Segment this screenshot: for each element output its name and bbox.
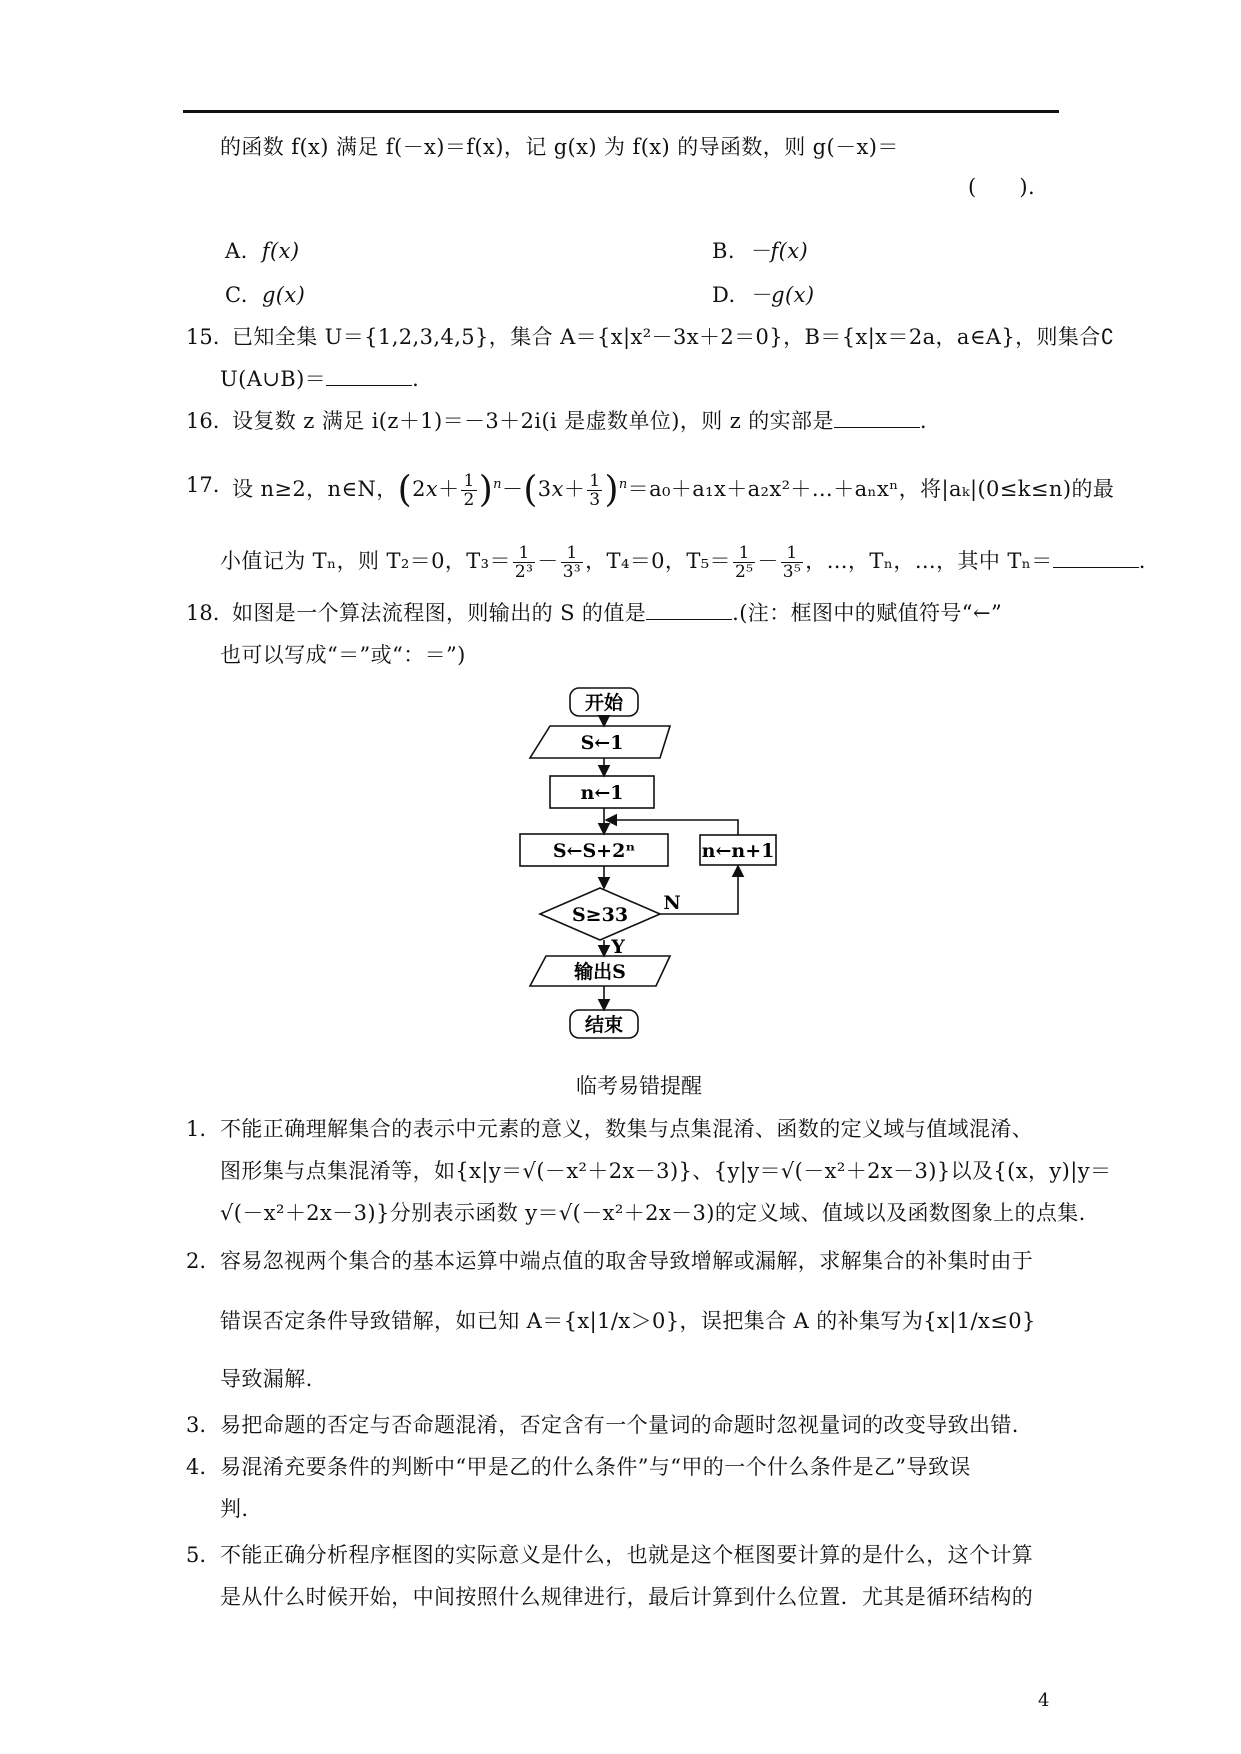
flow-s-update-label: S←S+2ⁿ [552,840,636,862]
reminder-1-line3: √(－x²＋2x－3)}分别表示函数 y＝√(－x²＋2x－3)的定义域、值域以及函数图象上的点集. [220,1201,1086,1225]
reminder-5-line1: 不能正确分析程序框图的实际意义是什么，也就是这个框图要计算的是什么，这个计算 [220,1543,1034,1567]
flow-s-init-label: S←1 [580,732,624,754]
flow-no-label: N [663,892,681,914]
q16-text: 设复数 z 满足 i(z＋1)＝－3＋2i(i 是虚数单位)，则 z 的实部是 . [232,409,927,433]
section-caption: 临考易错提醒 [576,1074,702,1098]
reminder-1-number: 1. [186,1117,207,1141]
q18-number: 18. [186,601,220,625]
q17-number: 17. [186,473,220,497]
page-number: 4 [1038,1690,1050,1711]
q18-line1: 如图是一个算法流程图，则输出的 S 的值是 .(注：框图中的赋值符号“←” [232,601,1003,625]
flow-condition-label: S≥33 [571,904,629,926]
q14-option-a: A. f(x) [225,239,300,263]
q15-line1: 已知全集 U＝{1,2,3,4,5}，集合 A＝{x|x²－3x＋2＝0}，B＝{x|x＝2a，a∈A}，则集合∁ [232,325,1115,349]
flow-output-label: 输出S [574,961,626,983]
answer-blank [646,599,732,620]
reminder-4-line2: 判. [220,1497,249,1521]
reminder-3-line1: 易把命题的否定与否命题混淆，否定含有一个量词的命题时忽视量词的改变导致出错. [220,1413,1019,1437]
reminder-1-line1: 不能正确理解集合的表示中元素的意义，数集与点集混淆、函数的定义域与值域混淆、 [220,1117,1034,1141]
reminder-4-line1: 易混淆充要条件的判断中“甲是乙的什么条件”与“甲的一个什么条件是乙”导致误 [220,1455,971,1479]
reminder-5-line2: 是从什么时候开始，中间按照什么规律进行，最后计算到什么位置．尤其是循环结构的 [220,1585,1034,1609]
q14-text: 的函数 f(x) 满足 f(－x)＝f(x)，记 g(x) 为 f(x) 的导函数，则 g(－x)＝ [220,135,899,159]
flow-end-label: 结束 [584,1014,624,1036]
answer-blank [834,407,920,428]
q16-number: 16. [186,409,220,433]
flow-n-update-label: n←n+1 [701,840,775,862]
q15-line2: U(A∪B)＝ . [220,367,420,391]
header-rule [183,110,1059,113]
flow-start-label: 开始 [584,692,624,714]
answer-blank [326,365,412,386]
reminder-1-line2: 图形集与点集混淆等，如{x|y＝√(－x²＋2x－3)}、{y|y＝√(－x²＋2x－3)}以及{(x，y)|y＝ [220,1159,1112,1183]
answer-blank [1053,547,1139,568]
q14-option-d: D. －g(x) [712,283,815,307]
q18-line2: 也可以写成“＝”或“：＝”) [220,643,466,667]
reminder-4-number: 4. [186,1455,207,1479]
flow-yes-label: Y [611,936,625,958]
q14-option-b: B. －f(x) [712,239,809,263]
q14-option-c: C. g(x) [225,283,306,307]
reminder-3-number: 3. [186,1413,207,1437]
flowchart [510,686,810,1048]
flow-n-init-label: n←1 [580,782,624,804]
reminder-5-number: 5. [186,1543,207,1567]
q15-number: 15. [186,325,220,349]
reminder-2-number: 2. [186,1249,207,1273]
q14-bracket: ( ). [968,175,1036,199]
reminder-2-line3: 导致漏解. [220,1367,313,1391]
reminder-2-line1: 容易忽视两个集合的基本运算中端点值的取舍导致增解或漏解，求解集合的补集时由于 [220,1249,1034,1273]
q17-line1: 设 n≥2，n∈N，(2x＋ $\frac{1}{2}$ )$^n$－(3x＋ $\frac{1}{3}$ )$^n$＝a₀＋a₁x＋a₂x²＋…＋aₙxⁿ，将|aₖ|(0≤k≤n)的最 [232,469,1115,511]
q17-line2: 小值记为 Tₙ，则 T₂＝0，T₃＝ $\frac{1}{\text{2³}}$ － $\frac{1}{\text{3³}}$ ，T₄＝0，T₅＝ $\frac{1}{\text{2⁵}}$ － $\frac{1}{\text{3⁵}}$ ，…，Tₙ，…，其中 Tₙ＝ . [220,543,1146,582]
reminder-2-line2: 错误否定条件导致错解，如已知 A＝{x|1/x＞0}，误把集合 A 的补集写为{x|1/x≤0} [220,1309,1036,1333]
